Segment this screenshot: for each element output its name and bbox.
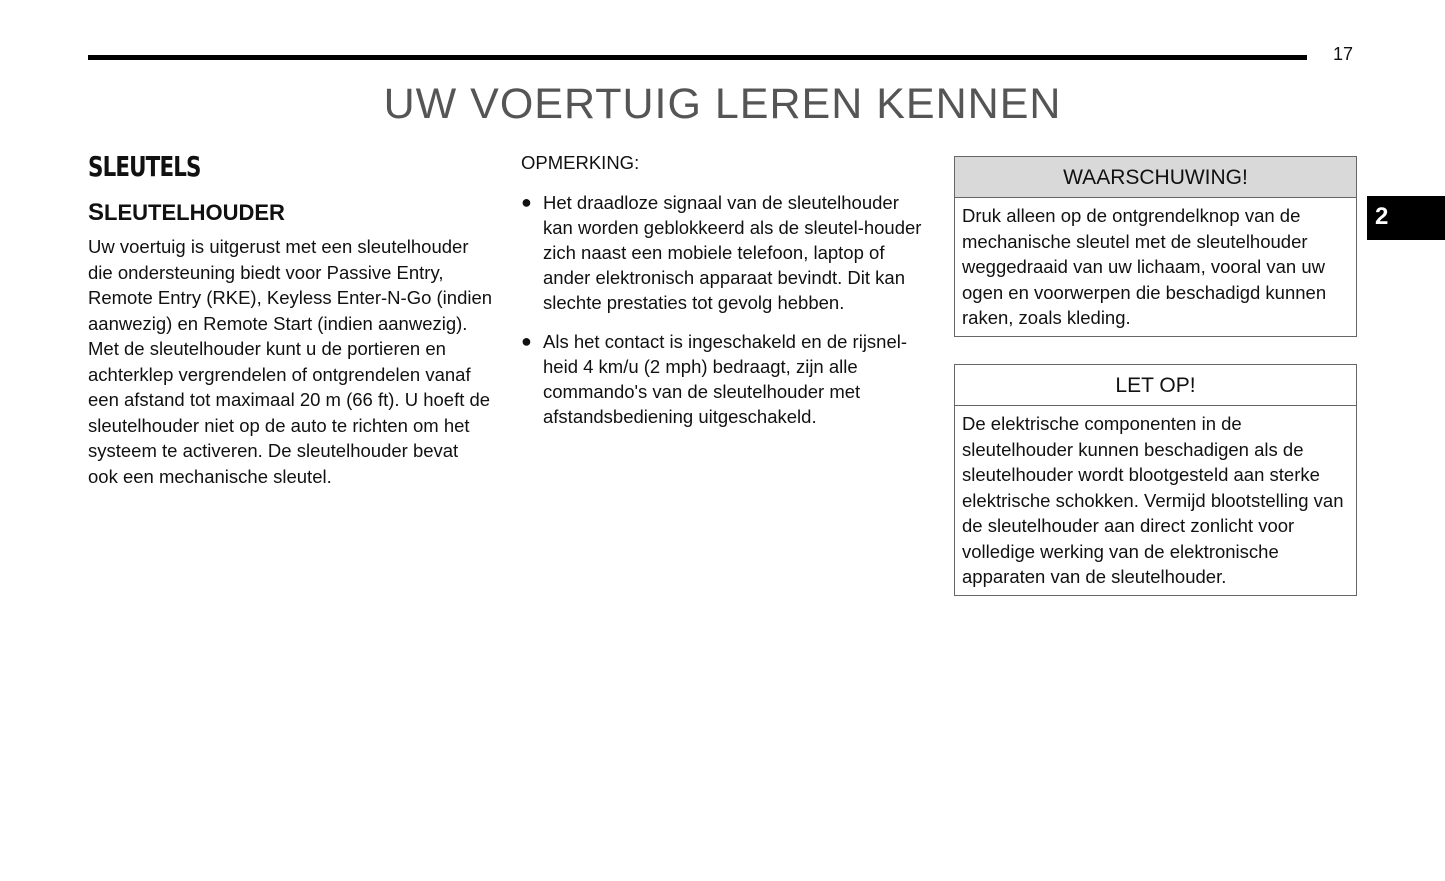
caution-box — [954, 364, 1357, 596]
note-title: OPMERKING: — [521, 152, 640, 173]
subheading-initial: S — [88, 199, 105, 226]
subheading-rest: LEUTELHOUDER — [104, 200, 285, 225]
chapter-title: UW VOERTUIG LEREN KENNEN — [383, 80, 1062, 128]
note-bullet-text: Als het contact is ingeschakeld en de rijsnel-heid 4 km/u (2 mph) bedraagt, zijn alle commando's van de sleutelhouder met afstandsbediening uitgeschakeld. — [543, 331, 908, 427]
bullet-dot-icon: ● — [521, 331, 532, 351]
list-item — [521, 329, 926, 429]
bullet-dot-icon: ● — [521, 192, 532, 212]
warning-box — [954, 156, 1357, 337]
note-bullets — [521, 190, 926, 429]
section-heading: SLEUTELS — [88, 150, 201, 183]
subheading — [88, 200, 493, 226]
warning-text: Druk alleen op de ontgrendelknop van de mechanische sleutel met de sleutelhouder weggedraaid van uw lichaam, vooral van uw ogen en voorwerpen die beschadigd kunnen raken, zoals kleding. — [962, 205, 1327, 328]
top-rule — [88, 55, 1307, 60]
middle-column — [521, 150, 926, 443]
left-column — [88, 150, 493, 489]
section-body: Uw voertuig is uitgerust met een sleutelhouder die ondersteuning biedt voor Passive Entry, Remote Entry (RKE), Keyless Enter-N-Go (indien aanwezig) en Remote Start (indien aanwezig). Met de sleutelhouder kunt u de portieren en achterklep vergrendelen of ontgrendelen vanaf een afstand tot maximaal 20 m (66 ft). U hoeft de sleutelhouder niet op de auto te richten om het systeem te activeren. De sleutelhouder bevat ook een mechanische sleutel. — [88, 236, 493, 487]
caution-title: LET OP! — [955, 365, 1356, 406]
chapter-tab[interactable]: 2 — [1367, 196, 1445, 240]
warning-title: WAARSCHUWING! — [955, 157, 1356, 198]
note-bullet-text: Het draadloze signaal van de sleutelhouder kan worden geblokkeerd als de sleutel-houder zich naast een mobiele telefoon, laptop of ander elektronisch apparaat bevindt. Dit kan slechte prestaties tot gevolg hebben. — [543, 192, 922, 313]
list-item — [521, 190, 926, 315]
page-number: 17 — [1333, 44, 1354, 64]
caution-text: De elektrische componenten in de sleutelhouder kunnen beschadigen als de sleutelhouder wordt blootgesteld aan sterke elektrische schokken. Vermijd blootstelling van de sleutelhouder aan direct zonlicht voor volledige werking van de elektronische apparaten van de sleutelhouder. — [962, 413, 1344, 587]
